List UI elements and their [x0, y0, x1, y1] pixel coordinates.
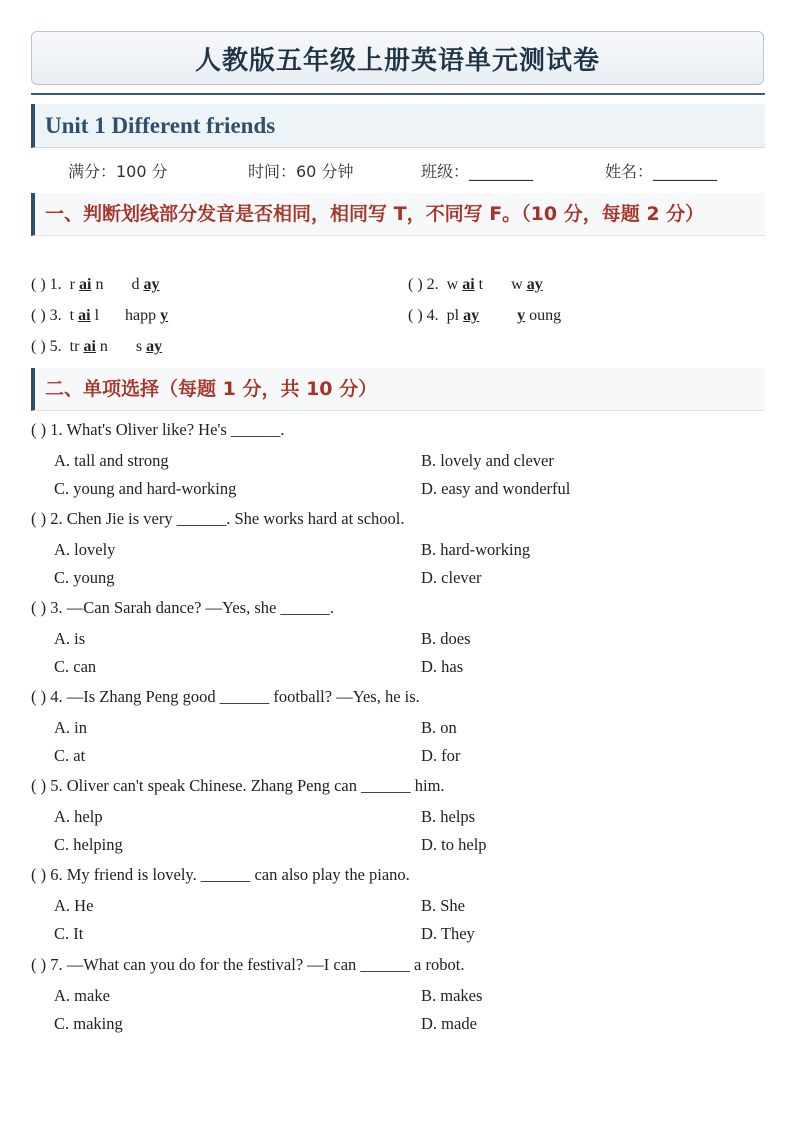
item-number: ( ) 2.: [408, 276, 439, 293]
option-c: C. helping: [54, 835, 123, 854]
page-title: 人教版五年级上册英语单元测试卷: [194, 45, 600, 76]
word-part: l: [94, 307, 100, 324]
option-b: B. on: [421, 718, 457, 737]
underlined-part: ai: [83, 338, 96, 355]
question-7: ( ) 7. —What can you do for the festival? —I can ______ a robot.: [31, 955, 465, 974]
option-d: D. They: [421, 924, 475, 943]
word-part: n: [95, 276, 104, 293]
unit-header: [31, 104, 765, 148]
section-1-title: 一、判断划线部分发音是否相同，相同写 T，不同写 F。（10 分，每题 2 分）: [45, 203, 705, 225]
option-a: A. lovely: [54, 540, 116, 559]
question-2: ( ) 2. Chen Jie is very ______. She works hard at school.: [31, 509, 405, 528]
option-b: B. helps: [421, 807, 476, 826]
word-part: t: [69, 307, 75, 324]
word-part: t: [478, 276, 484, 293]
option-b: B. She: [421, 896, 466, 915]
option-b: B. lovely and clever: [421, 451, 554, 470]
unit-title: Unit 1 Different friends: [45, 112, 276, 138]
question-6: ( ) 6. My friend is lovely. ______ can also play the piano.: [31, 865, 410, 884]
info-class: 班级：________: [421, 162, 534, 181]
option-a: A. tall and strong: [54, 451, 169, 470]
option-d: D. made: [421, 1014, 477, 1033]
word-part: n: [99, 338, 108, 355]
option-b: B. makes: [421, 986, 483, 1005]
underlined-part: y: [160, 307, 169, 324]
option-b: B. does: [421, 629, 471, 648]
option-b: B. hard-working: [421, 540, 531, 559]
item-number: ( ) 5.: [31, 338, 62, 355]
title-box: [31, 31, 764, 85]
underlined-part: ay: [463, 307, 480, 324]
option-c: C. It: [54, 924, 84, 943]
word-part: s: [135, 338, 143, 355]
word-part: r: [69, 276, 75, 293]
option-a: A. make: [54, 986, 110, 1005]
option-a: A. He: [54, 896, 94, 915]
option-d: D. for: [421, 746, 461, 765]
underlined-part: ai: [462, 276, 475, 293]
word-part: w: [446, 276, 459, 293]
section-2-header: [31, 368, 765, 411]
option-a: A. help: [54, 807, 103, 826]
question-5: ( ) 5. Oliver can't speak Chinese. Zhang Peng can ______ him.: [31, 776, 445, 795]
question-1: ( ) 1. What's Oliver like? He's ______.: [31, 420, 285, 439]
phonics-item-2: [408, 276, 543, 294]
item-number: ( ) 1.: [31, 276, 62, 293]
info-time: 时间：60 分钟: [248, 162, 354, 181]
section-1-header: [31, 193, 765, 236]
option-d: D. easy and wonderful: [421, 479, 571, 498]
word-part: d: [131, 276, 140, 293]
phonics-item-3: [31, 307, 168, 325]
underlined-part: ai: [78, 307, 91, 324]
option-c: C. young and hard-working: [54, 479, 237, 498]
option-d: D. clever: [421, 568, 482, 587]
word-part: happ: [125, 307, 157, 324]
word-part: pl: [446, 307, 460, 324]
item-number: ( ) 4.: [408, 307, 439, 324]
info-score: 满分：100 分: [68, 162, 168, 181]
info-name: 姓名：________: [605, 162, 718, 181]
option-c: C. making: [54, 1014, 123, 1033]
option-d: D. to help: [421, 835, 487, 854]
underlined-part: ai: [78, 276, 92, 293]
item-number: ( ) 3.: [31, 307, 62, 324]
option-c: C. at: [54, 746, 86, 765]
title-divider: [31, 93, 765, 95]
option-d: D. has: [421, 657, 464, 676]
option-c: C. can: [54, 657, 97, 676]
underlined-part: ay: [143, 276, 160, 293]
option-c: C. young: [54, 568, 115, 587]
option-a: A. is: [54, 629, 86, 648]
question-3: ( ) 3. —Can Sarah dance? —Yes, she ______.: [31, 598, 335, 617]
option-a: A. in: [54, 718, 87, 737]
phonics-item-1: [31, 276, 159, 294]
question-4: ( ) 4. —Is Zhang Peng good ______ football? —Yes, he is.: [31, 687, 420, 706]
word-part: tr: [69, 338, 80, 355]
underlined-part: ay: [146, 338, 163, 355]
phonics-item-4: [408, 307, 561, 325]
underlined-part: ay: [526, 276, 543, 293]
section-2-title: 二、单项选择（每题 1 分，共 10 分）: [45, 378, 378, 400]
word-part: oung: [529, 307, 562, 324]
underlined-part: y: [517, 307, 526, 324]
word-part: w: [511, 276, 523, 293]
phonics-item-5: [31, 338, 162, 356]
